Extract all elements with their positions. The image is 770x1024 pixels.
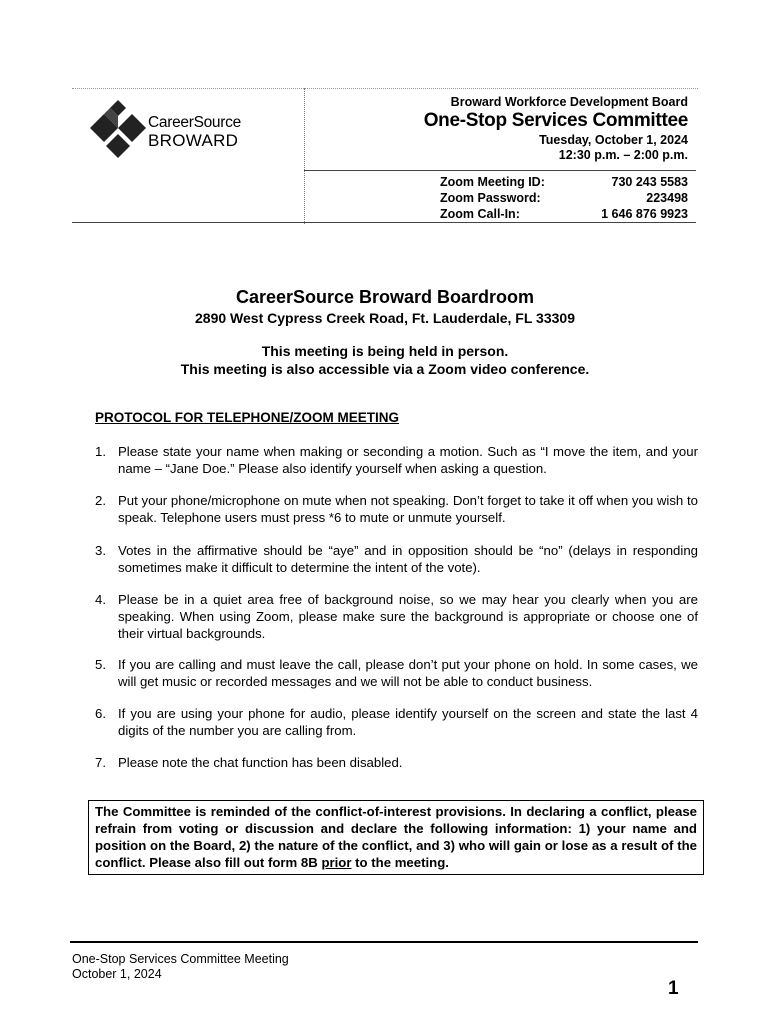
protocol-item: [95, 705, 698, 739]
meeting-date: Tuesday, October 1, 2024: [539, 133, 688, 147]
venue-name: CareerSource Broward Boardroom: [235, 287, 535, 307]
protocol-item-text: Put your phone/microphone on mute when not speaking. Don’t forget to take it off when you wish to speak. Telephone users must press *6 to mute or unmute yourself.: [118, 493, 698, 525]
protocol-item: [95, 591, 698, 642]
zoom-id-label: Zoom Meeting ID:: [440, 175, 545, 189]
protocol-item: [95, 492, 698, 526]
protocol-item: [95, 443, 698, 477]
footer-rule: [70, 941, 698, 943]
committee-title: One-Stop Services Committee: [423, 110, 688, 131]
page-number: 1: [668, 978, 679, 999]
protocol-item-number: 1.: [95, 444, 106, 459]
protocol-item-number: 3.: [95, 543, 106, 558]
logo-wordmark-line1: CareerSource: [148, 114, 241, 131]
protocol-item-number: 7.: [95, 755, 106, 770]
venue-address: 2890 West Cypress Creek Road, Ft. Lauderdale, FL 33309: [195, 310, 575, 326]
protocol-item: [95, 656, 698, 690]
protocol-item-number: 6.: [95, 706, 106, 721]
protocol-item: [95, 754, 698, 771]
protocol-heading: PROTOCOL FOR TELEPHONE/ZOOM MEETING: [95, 410, 400, 425]
conflict-text-end: to the meeting.: [351, 855, 449, 870]
protocol-item-number: 2.: [95, 493, 106, 508]
conflict-underlined-word: prior: [321, 855, 352, 870]
zoom-password-label: Zoom Password:: [440, 191, 541, 205]
zoom-callin-value: 1 646 876 9923: [601, 207, 688, 221]
logo-wordmark-line2: BROWARD: [148, 131, 239, 150]
protocol-item-text: If you are using your phone for audio, please identify yourself on the screen and state the last 4 digits of the number you are calling from.: [118, 706, 698, 738]
header-bottom-rule: [72, 222, 696, 223]
footer-date: October 1, 2024: [72, 967, 162, 981]
protocol-item-text: Please note the chat function has been disabled.: [118, 755, 403, 770]
in-person-note: This meeting is being held in person.: [261, 343, 509, 359]
header-vertical-divider: [304, 88, 305, 224]
protocol-item-text: If you are calling and must leave the call, please don’t put your phone on hold. In some cases, we will get music or recorded messages and we will not be able to conduct business.: [118, 657, 698, 689]
protocol-item: [95, 542, 698, 576]
protocol-item-number: 5.: [95, 657, 106, 672]
careersource-logo-icon: [88, 100, 148, 164]
footer-meeting-name: One-Stop Services Committee Meeting: [72, 952, 289, 966]
zoom-access-note: This meeting is also accessible via a Zoom video conference.: [180, 361, 590, 377]
protocol-item-number: 4.: [95, 592, 106, 607]
zoom-password-value: 223498: [646, 191, 688, 205]
organization-name: Broward Workforce Development Board: [450, 95, 688, 109]
conflict-text: The Committee is reminded of the conflict-of-interest provisions. In declaring a conflict, please refrain from voting or discussion and declare the following information: 1) your name and position on the Board, 2) the nature of the conflict, and 3) who will gain or lose as a result of the conflict. Please also fill out form 8B: [95, 804, 697, 870]
header-top-border: [72, 88, 698, 89]
protocol-item-text: Please be in a quiet area free of background noise, so we may hear you clearly when you are speaking. When using Zoom, please make sure the background is appropriate or choose one of their virtual backgrounds.: [118, 592, 698, 641]
header-middle-rule: [304, 170, 696, 171]
protocol-item-text: Please state your name when making or seconding a motion. Such as “I move the item, and your name – “Jane Doe.” Please also identify yourself when asking a question.: [118, 444, 698, 476]
meeting-time: 12:30 p.m. – 2:00 p.m.: [558, 148, 688, 162]
zoom-callin-label: Zoom Call-In:: [440, 207, 520, 221]
conflict-of-interest-notice: [88, 800, 704, 875]
protocol-item-text: Votes in the affirmative should be “aye” and in opposition should be “no” (delays in responding sometimes make it difficult to determine the intent of the vote).: [118, 543, 698, 575]
zoom-id-value: 730 243 5583: [611, 175, 688, 189]
